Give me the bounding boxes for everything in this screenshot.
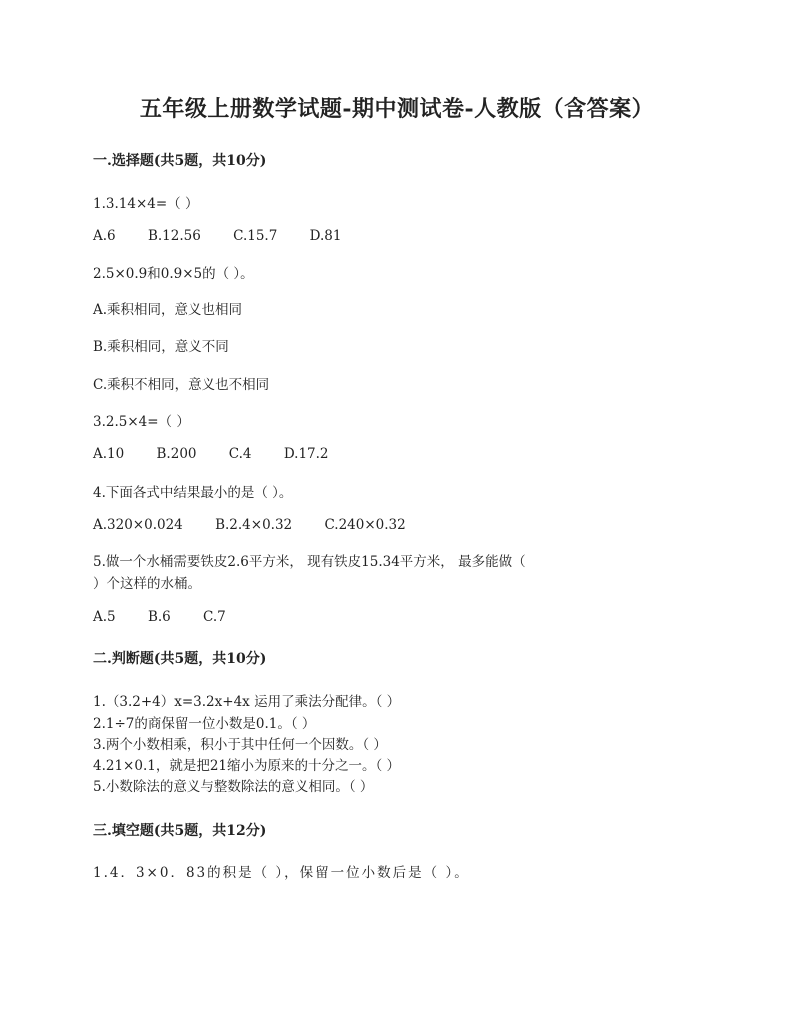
option-c: C.15.7 xyxy=(233,228,278,244)
option-b: B.200 xyxy=(156,446,197,462)
option-b: B.乘积相同，意义不同 xyxy=(93,339,229,355)
option-c: C.240×0.32 xyxy=(324,517,406,533)
option-a: A.6 xyxy=(93,228,116,244)
option-a: A.5 xyxy=(93,609,116,625)
option-a: A.320×0.024 xyxy=(93,517,183,533)
page-title: 五年级上册数学试题-期中测试卷-人教版（含答案） xyxy=(139,96,655,122)
question-1-options xyxy=(93,228,369,244)
option-b: B.2.4×0.32 xyxy=(215,517,293,533)
option-d: D.17.2 xyxy=(283,446,329,462)
section-heading-fill-blank: 三.填空题(共5题，共12分) xyxy=(93,823,267,839)
option-d: D.81 xyxy=(309,228,342,244)
option-b: B.6 xyxy=(147,609,171,625)
option-c: C.7 xyxy=(203,609,226,625)
judgement-item-2: 2.1÷7的商保留一位小数是0.1。（ ） xyxy=(93,716,316,732)
option-a: A.10 xyxy=(93,446,125,462)
option-a: A.乘积相同，意义也相同 xyxy=(93,302,243,318)
question-5-options xyxy=(93,609,254,625)
judgement-item-1: 1.（3.2+4）x=3.2x+4x 运用了乘法分配律。（ ） xyxy=(93,694,401,710)
question-3-stem: 3.2.5×4=（ ） xyxy=(93,414,190,430)
section-heading-judgement: 二.判断题(共5题，共10分) xyxy=(93,651,267,667)
option-b: B.12.56 xyxy=(147,228,201,244)
judgement-item-3: 3.两个小数相乘，积小于其中任何一个因数。（ ） xyxy=(93,737,387,753)
question-4-stem: 4.下面各式中结果最小的是（ ）。 xyxy=(93,485,293,501)
question-5-stem-line2: ）个这样的水桶。 xyxy=(93,576,201,592)
section-heading-choice: 一.选择题(共5题，共10分) xyxy=(93,153,267,169)
option-c: C.4 xyxy=(228,446,252,462)
question-2-stem: 2.5×0.9和0.9×5的（ ）。 xyxy=(93,266,254,282)
question-5-stem-line1: 5.做一个水桶需要铁皮2.6平方米， 现有铁皮15.34平方米， 最多能做（ xyxy=(93,554,526,570)
question-3-options xyxy=(93,446,357,462)
question-4-options xyxy=(93,517,434,533)
fill-blank-item-1: 1.4．3×0．83的积是（ ），保留一位小数后是（ ）。 xyxy=(93,865,470,881)
judgement-item-5: 5.小数除法的意义与整数除法的意义相同。（ ） xyxy=(93,779,374,795)
judgement-item-4: 4.21×0.1，就是把21缩小为原来的十分之一。（ ） xyxy=(93,758,401,774)
option-c: C.乘积不相同，意义也不相同 xyxy=(93,377,270,393)
question-1-stem: 1.3.14×4=（ ） xyxy=(93,196,199,212)
